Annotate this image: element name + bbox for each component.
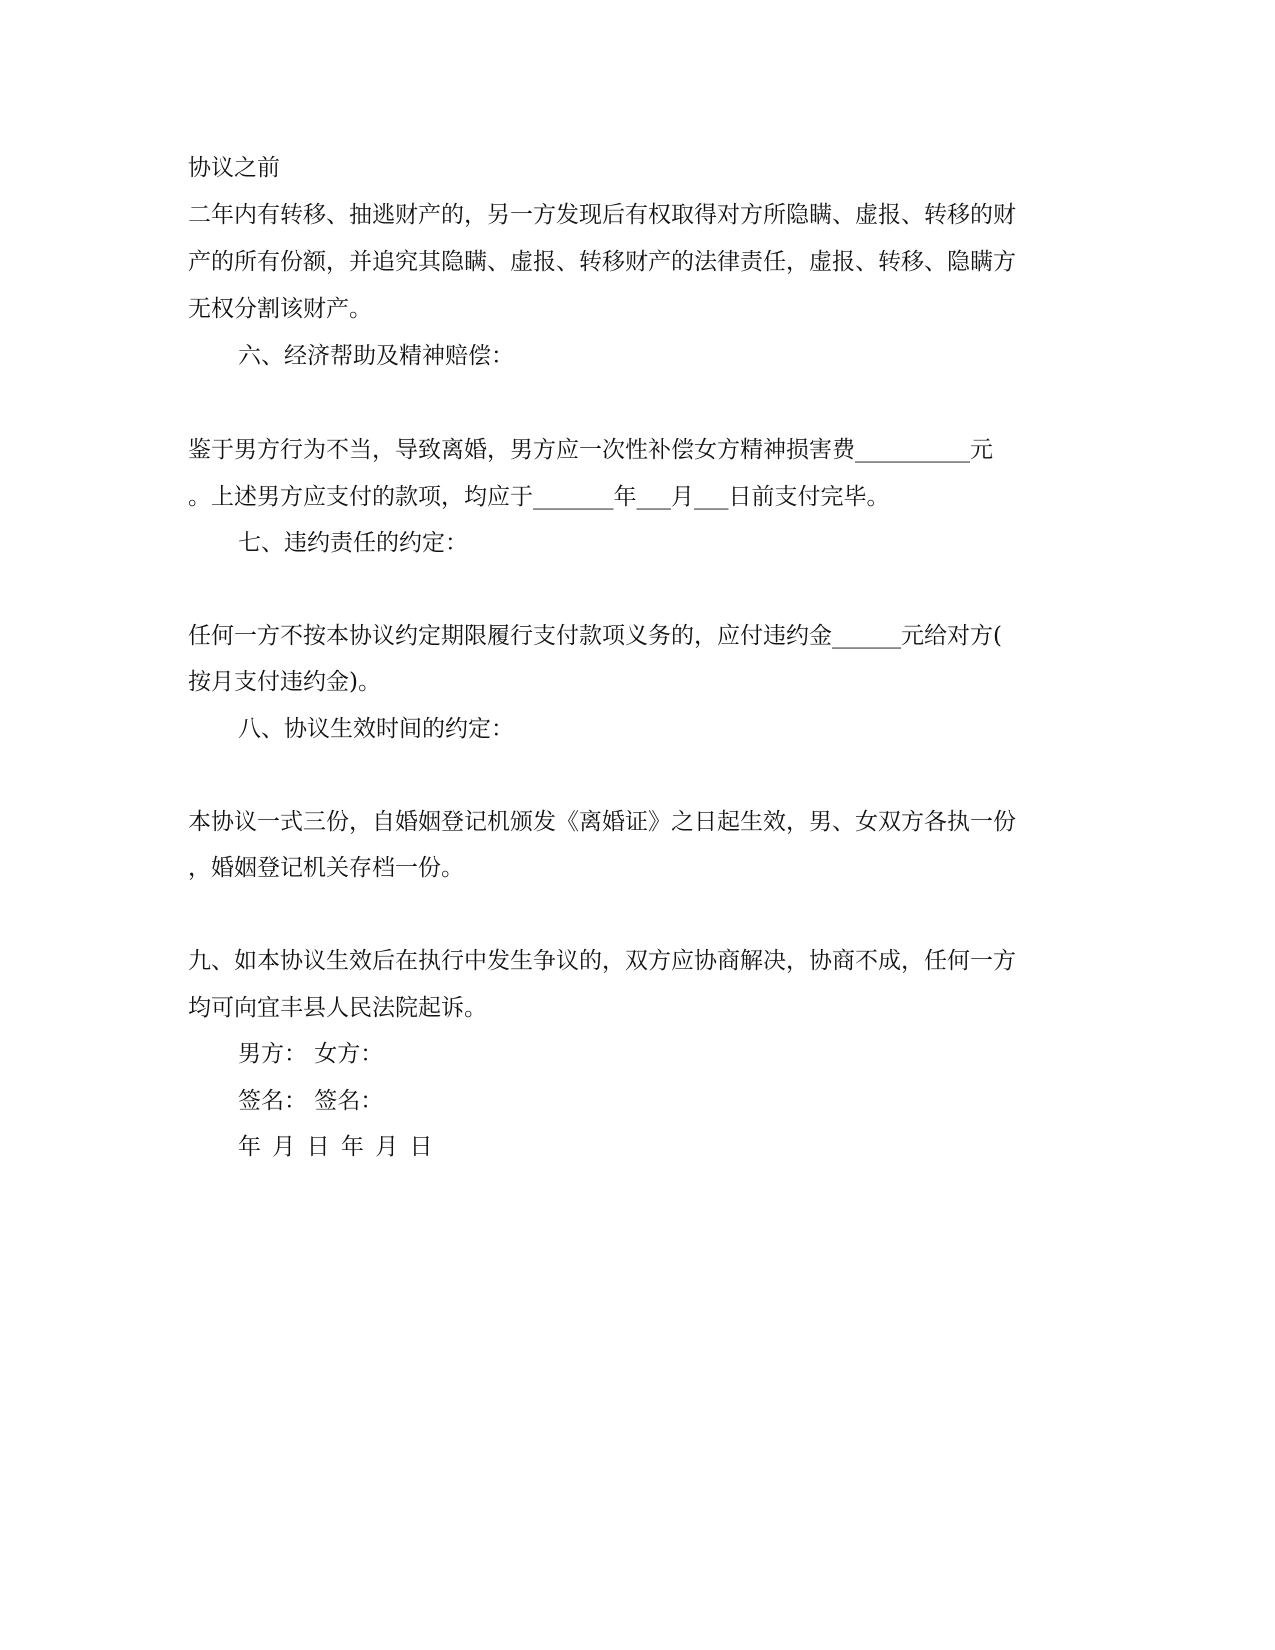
signature-date-line: 年 月 日 年 月 日 bbox=[238, 1134, 435, 1160]
text-line: 本协议一式三份，自婚姻登记机颁发《离婚证》之日起生效，男、女双方各执一份 bbox=[188, 809, 1016, 835]
text-line: 九、如本协议生效后在执行中发生争议的，双方应协商解决，协商不成，任何一方 bbox=[188, 948, 1016, 974]
signature-name-line: 签名： 签名： bbox=[238, 1088, 384, 1114]
text-line: 协议之前 bbox=[188, 155, 280, 181]
text-line: 任何一方不按本协议约定期限履行支付款项义务的，应付违约金______元给对方( bbox=[188, 623, 1002, 649]
text-line: 产的所有份额，并追究其隐瞒、虚报、转移财产的法律责任，虚报、转移、隐瞒方 bbox=[188, 249, 1016, 275]
signature-party-line: 男方： 女方： bbox=[238, 1041, 384, 1067]
text-line: 均可向宜丰县人民法院起诉。 bbox=[188, 995, 487, 1021]
section-heading: 八、协议生效时间的约定： bbox=[238, 716, 514, 742]
text-line: ，婚姻登记机关存档一份。 bbox=[188, 855, 464, 881]
text-line: 二年内有转移、抽逃财产的，另一方发现后有权取得对方所隐瞒、虚报、转移的财 bbox=[188, 202, 1016, 228]
section-heading: 七、违约责任的约定： bbox=[238, 530, 468, 556]
section-heading: 六、经济帮助及精神赔偿： bbox=[238, 343, 514, 369]
text-line: 无权分割该财产。 bbox=[188, 296, 372, 322]
text-line: 按月支付违约金)。 bbox=[188, 669, 381, 695]
text-line: 鉴于男方行为不当，导致离婚，男方应一次性补偿女方精神损害费__________元 bbox=[188, 437, 993, 463]
text-line: 。上述男方应支付的款项，均应于_______年___月___日前支付完毕。 bbox=[188, 484, 890, 510]
